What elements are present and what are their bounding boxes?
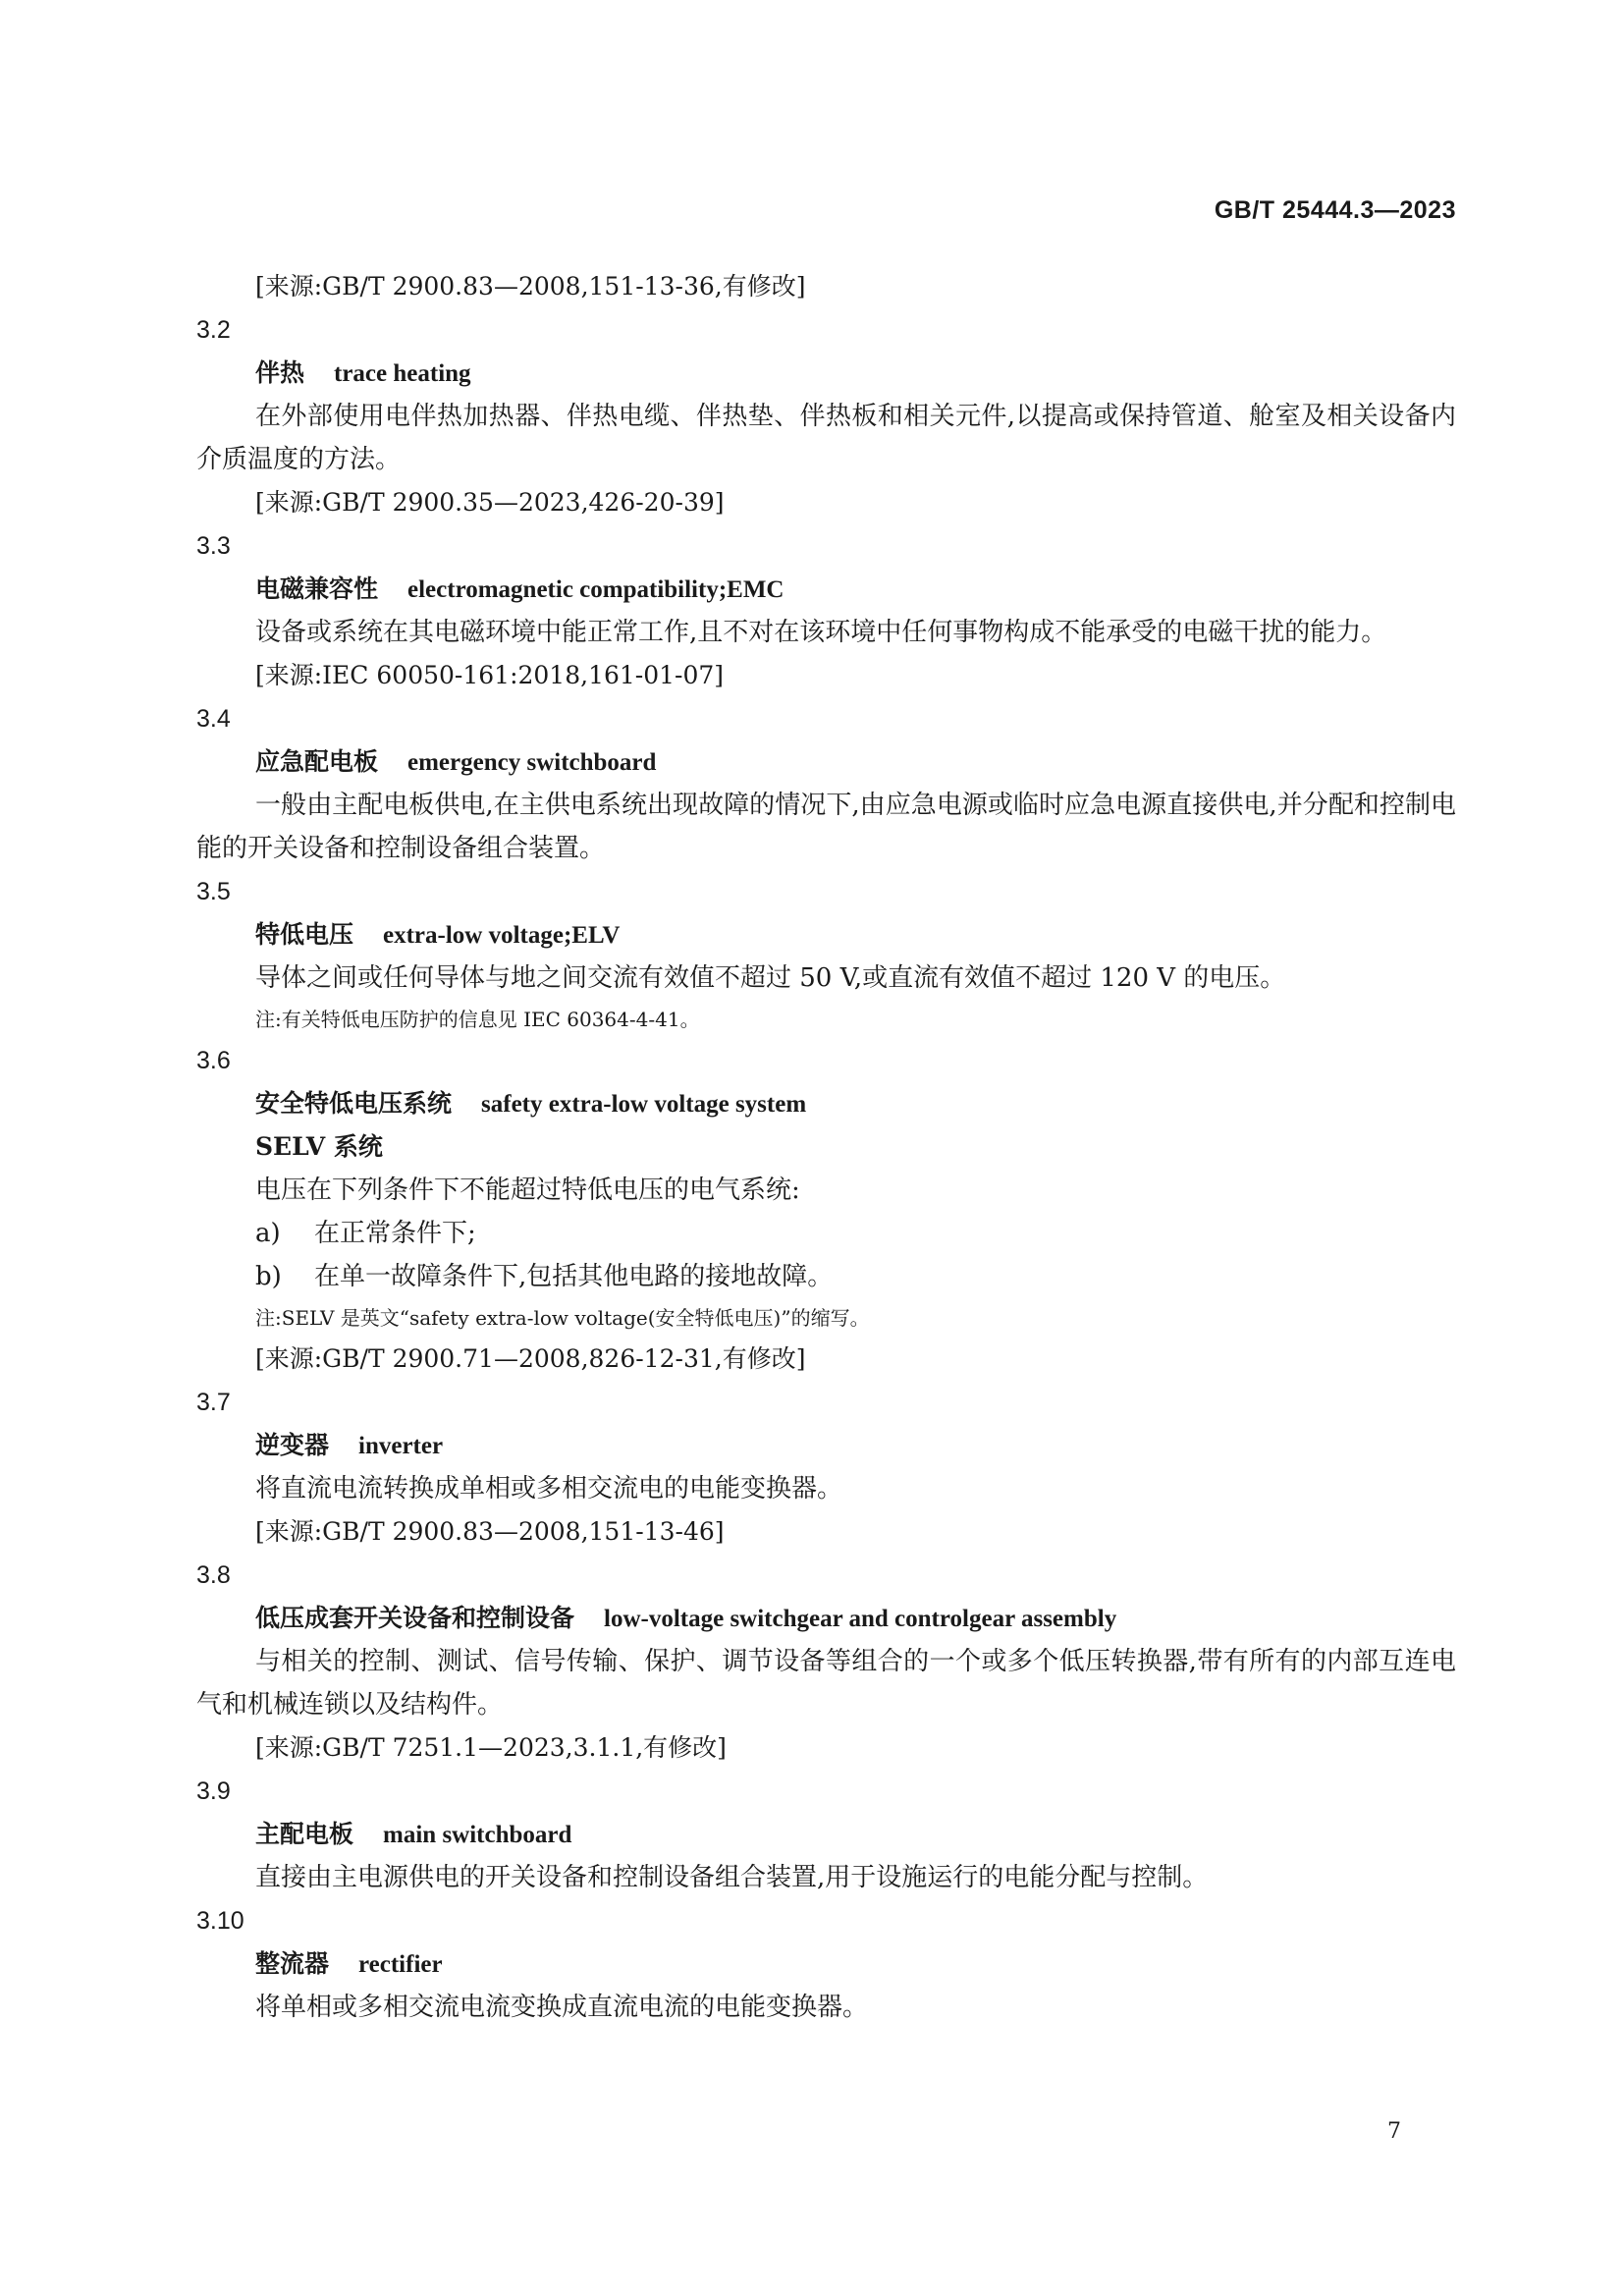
term-number: 3.8 [196,1561,231,1589]
term-en: electromagnetic compatibility;EMC [407,576,784,603]
term-title [196,352,1456,395]
term-definition: 将直流电流转换成单相或多相交流电的电能变换器。 [255,1474,843,1503]
term-number: 3.4 [196,705,231,733]
term-cn: 整流器 [255,1949,330,1978]
term-note: 注:SELV 是英文“safety extra-low voltage(安全特低电压)”的缩写。 [255,1306,870,1330]
term-en: safety extra-low voltage system [481,1091,807,1118]
term-number: 3.5 [196,878,231,905]
term-cn: 应急配电板 [255,747,379,776]
term-title [196,1082,1456,1125]
term-definition: 一般由主配电板供电,在主供电系统出现故障的情况下,由应急电源或临时应急电源直接供电,并分配和控制电能的开关设备和控制设备组合装置。 [196,791,1456,863]
term-title [196,913,1456,957]
list-item [196,1212,1456,1255]
term-cn: 伴热 [255,358,305,387]
term-title [196,1942,1456,1986]
source-citation: [来源:GB/T 2900.71—2008,826-12-31,有修改] [255,1344,806,1373]
term-en: inverter [358,1433,444,1459]
term-en: rectifier [358,1951,443,1978]
term-cn: 主配电板 [255,1820,354,1848]
term-definition: 电压在下列条件下不能超过特低电压的电气系统: [255,1175,800,1205]
list-item-text: 在正常条件下; [314,1219,476,1248]
document-body [196,265,1456,2029]
term-number: 3.6 [196,1047,231,1074]
list-item-label: b) [255,1262,282,1291]
term-cn: 特低电压 [255,920,354,949]
term-number: 3.2 [196,316,231,344]
list-item [196,1255,1456,1298]
term-title [196,740,1456,784]
term-note: 注:有关特低电压防护的信息见 IEC 60364-4-41。 [255,1008,700,1031]
term-en: main switchboard [383,1822,572,1848]
term-cn: 安全特低电压系统 [255,1089,453,1118]
source-citation: [来源:GB/T 2900.83—2008,151-13-36,有修改] [255,272,806,301]
term-cn: 低压成套开关设备和控制设备 [255,1604,575,1632]
term-definition: 导体之间或任何导体与地之间交流有效值不超过 50 V,或直流有效值不超过 120 V 的电压。 [255,963,1286,993]
source-citation: [来源:IEC 60050-161:2018,161-01-07] [255,661,725,689]
list-item-label: a) [255,1219,281,1248]
term-definition: 设备或系统在其电磁环境中能正常工作,且不对在该环境中任何事物构成不能承受的电磁干扰的能力。 [255,618,1387,647]
term-definition: 在外部使用电伴热加热器、伴热电缆、伴热垫、伴热板和相关元件,以提高或保持管道、舱室及相关设备内介质温度的方法。 [196,402,1456,474]
term-title [196,1424,1456,1467]
term-cn: 电磁兼容性 [255,574,379,603]
term-title [196,568,1456,611]
page-number: 7 [1387,2119,1401,2144]
term-number: 3.9 [196,1777,231,1805]
term-cn: 逆变器 [255,1431,330,1459]
term-title [196,1813,1456,1856]
list-item-text: 在单一故障条件下,包括其他电路的接地故障。 [314,1262,834,1291]
term-number: 3.7 [196,1389,231,1416]
term-en: extra-low voltage;ELV [383,922,621,949]
term-title [196,1597,1456,1640]
term-en: low-voltage switchgear and controlgear assembly [604,1606,1117,1632]
term-number: 3.3 [196,532,231,560]
source-citation: [来源:GB/T 7251.1—2023,3.1.1,有修改] [255,1733,727,1762]
term-definition: 将单相或多相交流电流变换成直流电流的电能变换器。 [255,1993,869,2022]
term-en: emergency switchboard [407,749,657,776]
term-number: 3.10 [196,1907,244,1935]
standard-code-header: GB/T 25444.3—2023 [1214,196,1456,224]
term-alt-title: SELV 系统 [255,1132,383,1161]
term-definition: 直接由主电源供电的开关设备和控制设备组合装置,用于设施运行的电能分配与控制。 [255,1863,1209,1892]
term-definition: 与相关的控制、测试、信号传输、保护、调节设备等组合的一个或多个低压转换器,带有所有的内部互连电气和机械连锁以及结构件。 [196,1647,1456,1720]
source-citation: [来源:GB/T 2900.35—2023,426-20-39] [255,488,725,517]
term-en: trace heating [334,360,471,387]
source-citation: [来源:GB/T 2900.83—2008,151-13-46] [255,1517,725,1546]
